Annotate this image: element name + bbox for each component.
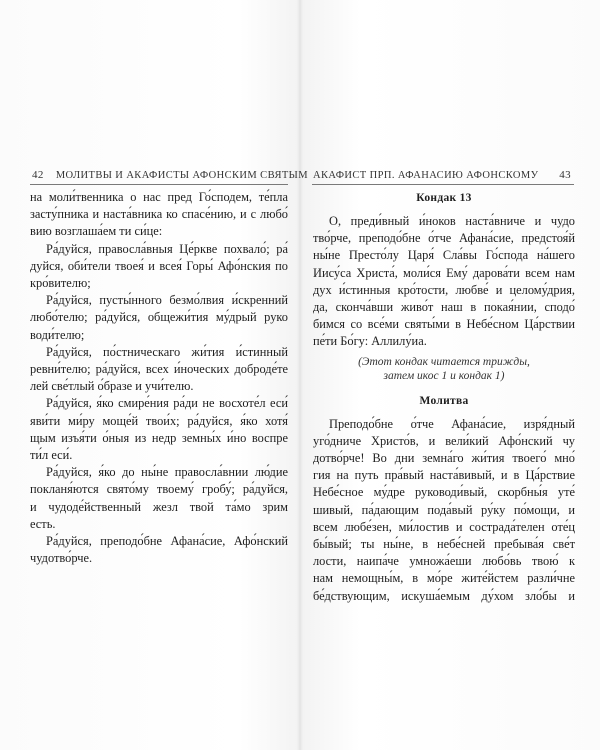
text-line: Ра́дуйся, правосла́вныя Це́ркве похвало́; ра́ — [46, 241, 288, 256]
paragraph — [30, 395, 288, 464]
left-page-number: 42 — [32, 169, 44, 181]
text-line: ти́л еси́. — [30, 448, 73, 463]
left-header-rule — [30, 184, 288, 185]
note-line: затем икос 1 и кондак 1) — [383, 370, 505, 383]
text-line: дуйся, оби́тели твоея́ и всея́ Горы́ Афо́нския по — [30, 258, 288, 273]
text-line: уго́дниче Христо́в, и вели́кий Афо́нский чу — [313, 433, 575, 448]
text-line: води́телю; — [30, 327, 85, 342]
prayer-heading: Молитва — [419, 394, 469, 407]
text-line: ны́не Престо́лу Царя́ Сла́вы Го́спода на́шего — [313, 248, 575, 263]
text-line: кро́вителю; — [30, 276, 91, 291]
text-line: О, преди́вный и́ноков наста́вниче и чудо — [329, 214, 575, 228]
text-line: щым изъя́ти о́ныя из недр земны́х и́но воспре — [30, 430, 288, 445]
right-running-head — [313, 163, 571, 181]
text-line: есть. — [30, 516, 56, 531]
right-page — [300, 0, 600, 750]
left-running-title: МОЛИТВЫ И АКАФИСТЫ АФОНСКИМ СВЯТЫМ — [55, 170, 308, 181]
text-line: лей све́тлый о́бразе и учи́телю. — [30, 379, 194, 394]
paragraph — [30, 241, 288, 293]
reading-note — [313, 355, 575, 384]
text-line: бимся со все́ми святы́ми в Небе́сном Ца́рствии — [313, 317, 575, 332]
text-line: на моли́твенника о нас пред Го́сподем, те́пла — [30, 190, 288, 204]
text-line: Преподо́бне о́тче Афана́сие, изря́дный — [329, 416, 575, 431]
paragraph — [30, 533, 288, 567]
paragraph — [30, 292, 288, 344]
left-running-head — [32, 163, 308, 181]
text-line: вию возглаша́ем ти си́це: — [30, 224, 163, 239]
kondak-heading: Кондак 13 — [416, 192, 472, 204]
text-line: Ра́дуйся, я́ко смире́ния ра́ди не восхоте́л еси́ — [46, 396, 288, 411]
paragraph — [30, 344, 288, 396]
right-body-text — [313, 189, 575, 605]
text-line: Небе́сное му́дре руководи́вый, скорбны́я уте́ — [313, 485, 575, 500]
paragraph — [30, 189, 288, 241]
prayer-text — [313, 416, 575, 605]
right-running-title: АКАФИСТ ПРП. АФАНАСИЮ АФОНСКОМУ — [313, 170, 539, 181]
text-line: ревни́телю; ра́дуйся, всех и́ноческих доброде́те — [30, 362, 288, 377]
text-line: тво́рче, преподо́бне о́тче Афана́сие, предстоя́й — [313, 231, 575, 246]
text-line: засту́пника и наста́вника ко спасе́нию, и с любо́ — [30, 207, 288, 222]
text-line: Ра́дуйся, пусты́нного безмо́лвия и́скренний — [46, 293, 288, 308]
text-line: Ра́дуйся, я́ко до ны́не правосла́внии лю́дие — [46, 465, 288, 480]
left-body-text — [30, 189, 288, 567]
text-line: дотво́рче! Во дни земна́го жи́тия твоего́ мно́ — [313, 451, 575, 466]
text-line: всем любе́зен, ми́лостив и сострада́телен оте́ц — [313, 519, 575, 534]
text-line: шивый, па́дающим пода́вый ру́ку по́мощи, и — [313, 502, 575, 517]
text-line: пе́ти Бо́гу: Аллилу́иа. — [313, 334, 427, 349]
text-line: и чудоде́йственный жезл твой та́мо зрим — [30, 499, 288, 514]
text-line: Иису́са Христа́, моли́ся Ему́ дарова́ти всем нам — [313, 265, 575, 280]
text-line: Ра́дуйся, преподо́бне Афана́сие, Афо́нский — [46, 534, 288, 549]
text-line: нам немощны́м, в мо́ре жите́йстем разли́чне — [313, 571, 575, 586]
right-header-rule — [312, 184, 574, 185]
paragraph — [30, 464, 288, 533]
text-line: дух и́стинныя кро́тости, любве́ и целому́дрия, — [313, 282, 575, 297]
text-line: чудотво́рче. — [30, 551, 93, 566]
text-line: любо́телю; ра́дуйся, общежи́тия му́дрый руко — [30, 310, 288, 325]
text-line: покланя́ются свято́му твоему́ гробу́; ра́дуйся, — [30, 482, 288, 497]
text-line: яви́ти ми́ру моще́й твои́х; ра́дуйся, я́ко хотя́ — [30, 413, 288, 428]
note-line: (Этот кондак читается трижды, — [358, 355, 530, 368]
right-page-number: 43 — [559, 169, 571, 181]
text-line: да, сконча́вши живо́т наш в покая́нии, сподо́ — [313, 300, 575, 315]
text-line: Ра́дуйся, по́стническаго жи́тия и́стинный — [46, 344, 288, 359]
text-line: бы́вый; ты ны́не, в небе́сней пребыва́я све́т — [313, 537, 575, 552]
text-line: бе́дствующим, искуша́емым ду́хом зло́бы и — [313, 588, 575, 603]
text-line: гия на путь пра́вый наста́вивый, и в Ца́рствие — [313, 468, 575, 483]
text-line: лости, наипа́че умножа́еши любо́вь твою́ к — [313, 554, 575, 569]
kondak-text — [313, 213, 575, 351]
